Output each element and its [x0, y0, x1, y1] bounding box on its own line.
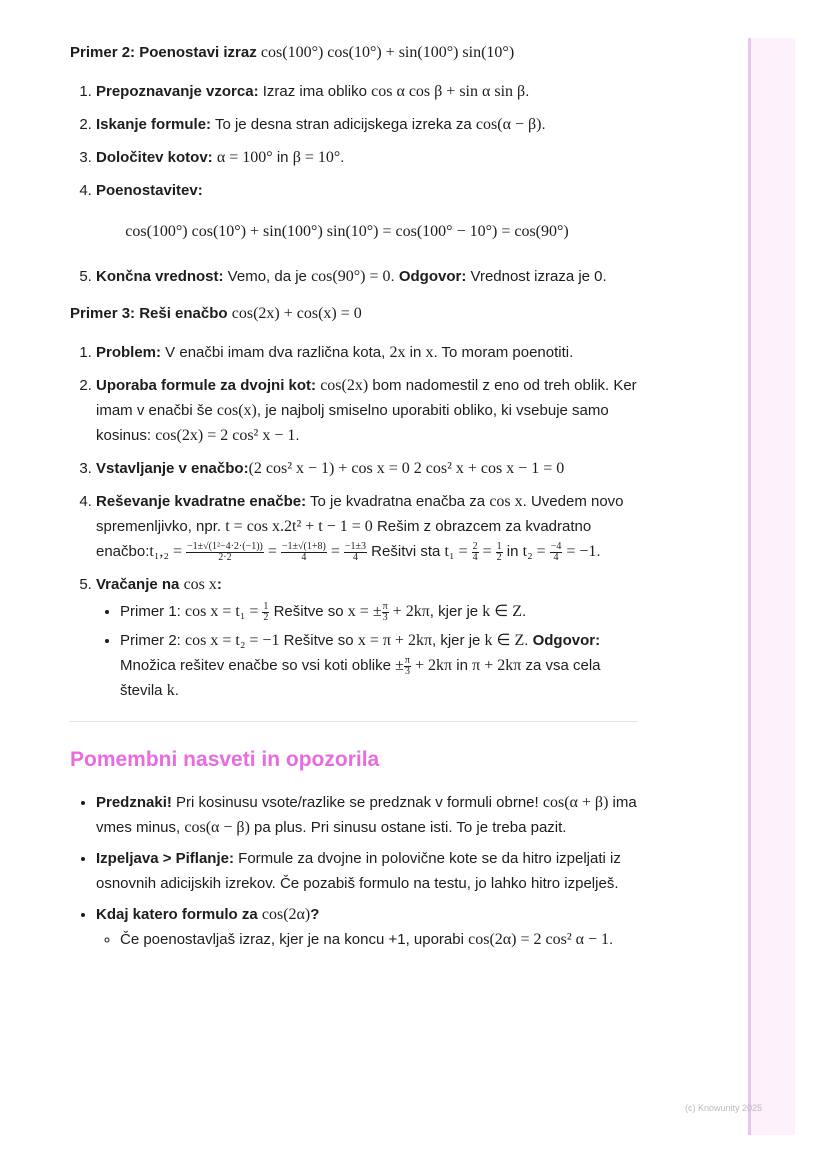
example-3-steps: [70, 340, 638, 703]
math-expression: t₂ =: [522, 543, 550, 560]
math-expression: + 2kπ: [410, 657, 453, 674]
math-expression: t₁,₂ =: [149, 543, 187, 560]
text: in: [502, 543, 523, 560]
text: .: [541, 116, 546, 133]
math-expression: cos(100°) cos(10°) + sin(100°) sin(10°) = cos(100° − 10°) = cos(90°): [125, 223, 569, 240]
text: .: [390, 268, 399, 285]
math-expression: k ∈ Z: [484, 632, 525, 649]
text: Množica rešitev enačbe so vsi koti oblike: [120, 657, 396, 674]
text: .: [522, 603, 527, 620]
text: Rešitve so: [269, 603, 348, 620]
denominator: 3: [404, 665, 410, 677]
math-expression: = −1: [562, 543, 597, 560]
denominator: 2·2: [218, 551, 232, 563]
bold-text: Poenostavitev:: [96, 182, 203, 199]
text: Formule za dvojne in polovične kote se da hitro izpeljati iz osnovnih adicijskih izrekov. Če pozabiš formulo na testu, jo lahko hitro izpelješ.: [96, 850, 621, 892]
math-expression: cos(100°) cos(10°) + sin(100°) sin(10°): [260, 44, 515, 61]
bold-text: :: [216, 576, 222, 593]
text: To je desna stran adicijskega izreka za: [211, 116, 476, 133]
bold-text: ?: [310, 906, 320, 923]
list-item: [96, 790, 638, 840]
math-expression: (2 cos² x − 1) + cos x = 0 2 cos² x + cos x − 1 = 0: [248, 460, 565, 477]
text: , kjer je: [432, 632, 485, 649]
bold-text: Predznaki!: [96, 794, 172, 811]
bold-text: Izpeljava > Piflanje:: [96, 850, 234, 867]
math-expression: + 2kπ: [388, 603, 430, 620]
denominator: 4: [472, 551, 478, 563]
math-expression: cos x = t₁ =: [185, 603, 263, 620]
math-expression: cos(2x) + cos(x) = 0: [231, 305, 362, 322]
fraction: [382, 602, 389, 623]
bold-text: Kdaj katero formulo za: [96, 906, 262, 923]
text: Rešitvi sta: [367, 543, 445, 560]
text: .: [596, 543, 601, 560]
list-item: [120, 599, 638, 624]
math-expression: t = cos x.2t² + t − 1 = 0: [225, 518, 373, 535]
bold-text: Vstavljanje v enačbo:: [96, 460, 249, 477]
math-expression: x = ±: [347, 603, 382, 620]
text: Rešitve so: [279, 632, 358, 649]
fraction: [344, 542, 367, 563]
sidebar-panel: [748, 38, 795, 1135]
numerator: −4: [550, 540, 562, 552]
bold-text: Primer 2: Poenostavi izraz: [70, 44, 261, 61]
math-expression: cos x = t₂ = −1: [185, 632, 280, 649]
text: Vrednost izraza je 0.: [466, 268, 607, 285]
math-expression: cos x: [489, 493, 523, 510]
list-item: [96, 846, 638, 896]
math-expression: cos α cos β + sin α sin β: [371, 83, 526, 100]
math-expression: ±: [395, 657, 404, 674]
math-expression: α = 100°: [216, 149, 273, 166]
bold-text: Uporaba formule za dvojni kot:: [96, 377, 317, 394]
math-expression: cos(α − β): [475, 116, 542, 133]
step-text: [96, 182, 203, 199]
list-item: [96, 145, 638, 170]
math-expression: =: [478, 543, 496, 560]
denominator: 2: [263, 611, 269, 623]
text: Primer 1:: [120, 603, 186, 620]
bold-text: Določitev kotov:: [96, 149, 213, 166]
bold-text: Problem:: [96, 344, 162, 361]
text: Primer 2:: [120, 632, 186, 649]
text: .: [295, 427, 300, 444]
list-item: [120, 927, 638, 952]
denominator: 2: [496, 551, 502, 563]
example-2-title: [70, 40, 638, 65]
denominator: 4: [352, 551, 358, 563]
text: .: [525, 83, 530, 100]
text: za vsa cela števila: [120, 657, 601, 699]
denominator: 4: [553, 551, 559, 563]
numerator: −1±√(1²−4·2·(−1)): [187, 540, 263, 552]
math-expression: x: [425, 344, 434, 361]
fraction: [472, 542, 479, 563]
math-expression: cos(α − β): [184, 819, 250, 836]
text: .: [524, 632, 533, 649]
bold-text: Vračanje na: [96, 576, 184, 593]
bold-text: Iskanje formule:: [96, 116, 212, 133]
numerator: π: [382, 600, 388, 612]
example-3-title: [70, 301, 638, 326]
fraction: [496, 542, 503, 563]
text: bom nadomestil z eno od treh oblik. Ker imam v enačbi še: [96, 377, 637, 419]
text: V enačbi imam dva različna kota,: [161, 344, 390, 361]
fraction: [281, 542, 327, 563]
math-expression: cos x: [183, 576, 217, 593]
math-expression: k: [166, 682, 175, 699]
math-expression: =: [326, 543, 344, 560]
text: in: [272, 149, 293, 166]
denominator: 3: [382, 611, 388, 623]
copyright-footer: (c) Knowunity 2025: [685, 1103, 763, 1113]
math-expression: cos(2α): [261, 906, 311, 923]
text: .: [340, 149, 345, 166]
text: . To moram poenotiti.: [433, 344, 574, 361]
math-expression: 2x: [389, 344, 406, 361]
math-expression: cos(2α) = 2 cos² α − 1: [468, 931, 610, 948]
numerator: 1: [496, 540, 502, 552]
text: .: [609, 931, 614, 948]
fraction: [404, 656, 411, 677]
display-equation: [96, 219, 638, 244]
text: Izraz ima obliko: [258, 83, 372, 100]
text: .: [174, 682, 179, 699]
math-expression: cos(90°) = 0: [311, 268, 391, 285]
list-item: [96, 456, 638, 481]
bold-text: Primer 3: Reši enačbo: [70, 305, 232, 322]
bold-text: Končna vrednost:: [96, 268, 224, 285]
bold-text: Odgovor:: [532, 632, 601, 649]
numerator: 1: [263, 600, 269, 612]
text: in: [405, 344, 426, 361]
list-item: [96, 572, 638, 703]
math-expression: cos(2x) = 2 cos² x − 1: [155, 427, 296, 444]
bold-text: Prepoznavanje vzorca:: [96, 83, 259, 100]
tips-list: [70, 790, 638, 952]
math-expression: cos(x): [216, 402, 257, 419]
list-item: [96, 112, 638, 137]
bold-text: Odgovor:: [398, 268, 467, 285]
list-item: [96, 264, 638, 289]
fraction: [550, 542, 563, 563]
sub-list: [96, 927, 638, 952]
list-item: [96, 178, 638, 244]
math-expression: x = π + 2kπ: [357, 632, 433, 649]
text: To je kvadratna enačba za: [306, 493, 490, 510]
text: in: [452, 657, 473, 674]
list-item: [96, 489, 638, 564]
text: , kjer je: [429, 603, 483, 620]
step-text: [96, 576, 222, 593]
tip-text: [96, 906, 319, 923]
numerator: π: [404, 654, 410, 666]
text: . Uvedem novo spremenljivko, npr.: [96, 493, 624, 535]
list-item: [96, 79, 638, 104]
math-expression: t₁ =: [444, 543, 472, 560]
text: pa plus. Pri sinusu ostane isti. To je treba pazit.: [249, 819, 567, 836]
list-item: [96, 340, 638, 365]
sub-list: [96, 599, 638, 703]
numerator: −1±3: [344, 540, 367, 552]
math-expression: π + 2kπ: [472, 657, 522, 674]
list-item: [96, 373, 638, 448]
document-content: [70, 40, 638, 964]
text: Rešim z obrazcem za kvadratno enačbo:: [96, 518, 592, 560]
text: , je najbolj smiselno uporabiti obliko, ki vsebuje samo kosinus:: [96, 402, 609, 444]
bold-text: Reševanje kvadratne enačbe:: [96, 493, 307, 510]
denominator: 4: [301, 551, 307, 563]
divider: [70, 721, 638, 722]
math-expression: cos(α + β): [542, 794, 609, 811]
text: Pri kosinusu vsote/razlike se predznak v formuli obrne!: [171, 794, 543, 811]
numerator: 2: [472, 540, 478, 552]
text: Vemo, da je: [223, 268, 312, 285]
list-item: [120, 628, 638, 703]
numerator: −1±√(1+8): [281, 540, 326, 552]
text: ima vmes minus,: [96, 794, 637, 836]
math-expression: =: [263, 543, 281, 560]
text: Če poenostavljaš izraz, kjer je na koncu +1, uporabi: [120, 931, 469, 948]
fraction: [186, 542, 264, 563]
math-expression: β = 10°: [292, 149, 341, 166]
math-expression: cos(2x): [320, 377, 369, 394]
example-2-steps: [70, 79, 638, 289]
math-expression: k ∈ Z: [482, 603, 523, 620]
list-item: [96, 902, 638, 952]
section-heading: Pomembni nasveti in opozorila: [70, 748, 380, 771]
